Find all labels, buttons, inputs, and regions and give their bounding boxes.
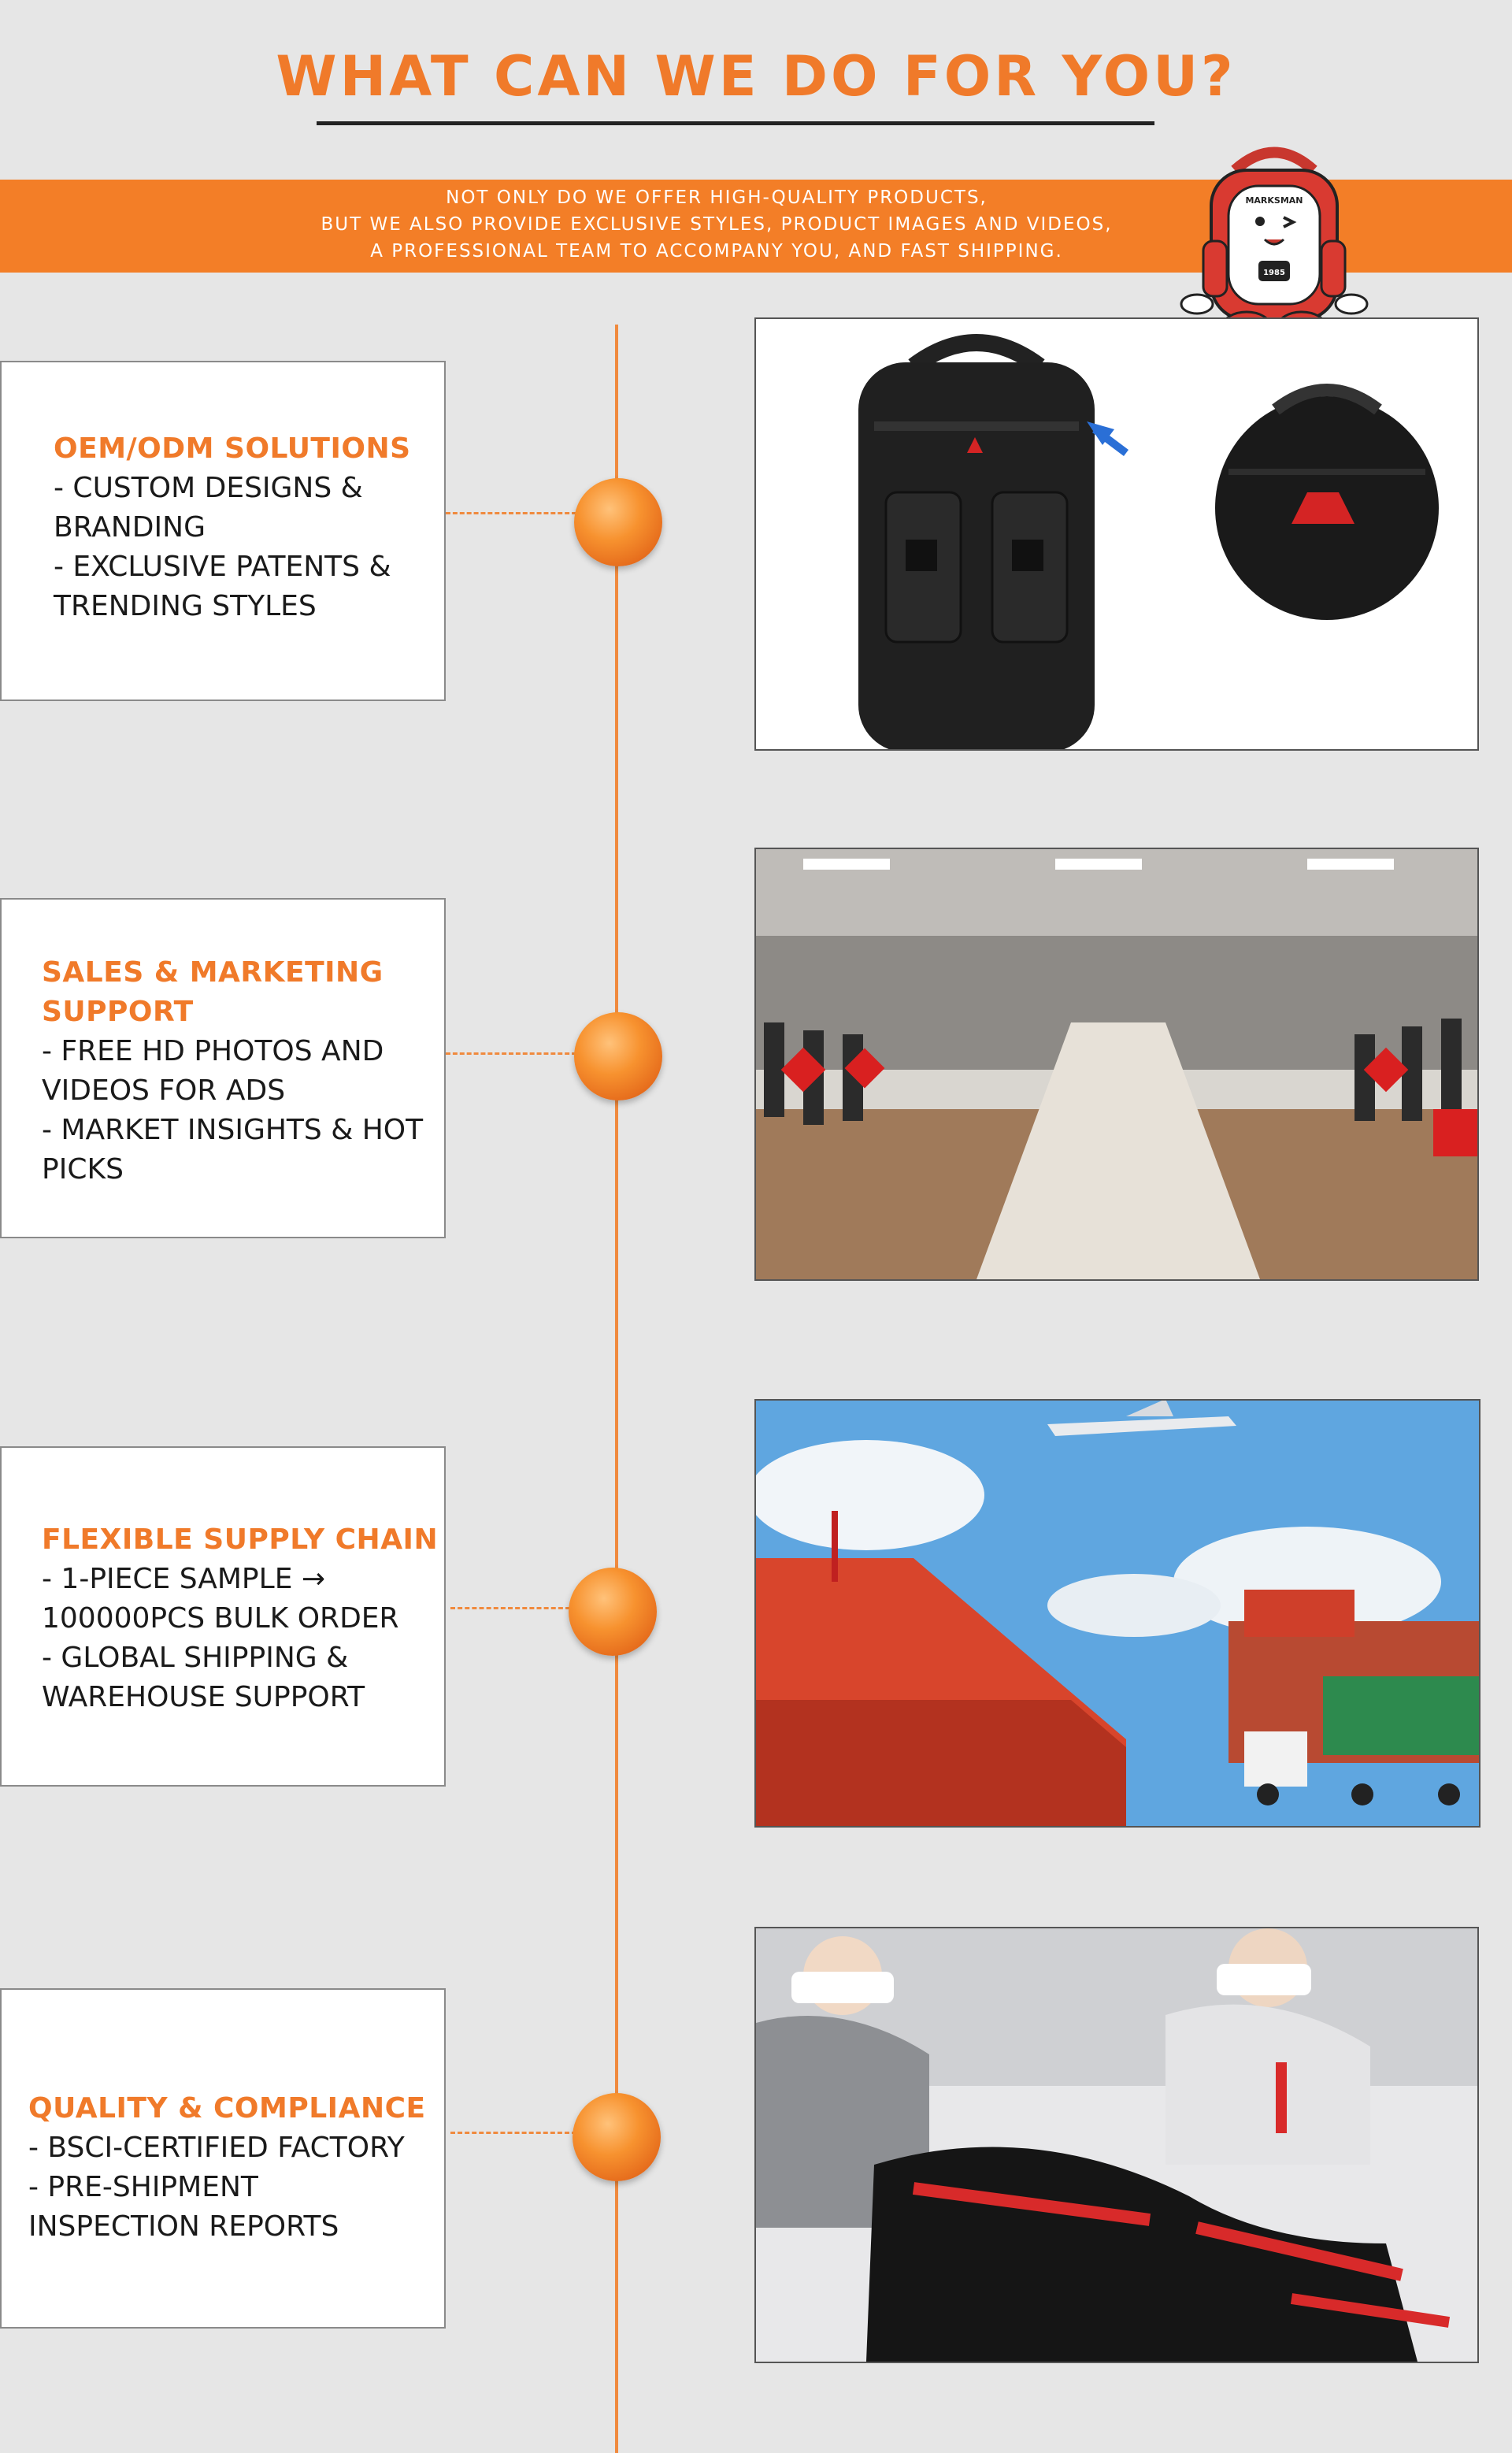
timeline-node: [569, 1568, 657, 1656]
card-line: - BSCI-CERTIFIED FACTORY: [28, 2132, 405, 2164]
page-title: WHAT CAN WE DO FOR YOU?: [276, 44, 1236, 109]
banner-line: BUT WE ALSO PROVIDE EXCLUSIVE STYLES, PRODUCT IMAGES AND VIDEOS,: [321, 214, 1113, 235]
photo-logistics: [754, 1399, 1480, 1828]
backpack-mascot-icon: [1180, 139, 1369, 345]
card-title: SALES & MARKETING: [42, 956, 384, 989]
card-title: OEM/ODM SOLUTIONS: [54, 432, 411, 465]
card-title: QUALITY & COMPLIANCE: [28, 2092, 426, 2125]
card-text: [42, 1520, 438, 1717]
timeline-node: [574, 478, 662, 566]
card-text: [54, 429, 411, 626]
timeline-node: [574, 1012, 662, 1100]
connector-line: [446, 512, 576, 514]
title-underline: [317, 121, 1154, 125]
connector-line: [450, 2132, 576, 2134]
card-line: - EXCLUSIVE PATENTS &: [54, 551, 391, 583]
card-line: VIDEOS FOR ADS: [42, 1074, 286, 1107]
banner-line: NOT ONLY DO WE OFFER HIGH-QUALITY PRODUCTS,: [446, 187, 988, 208]
showroom-image: [756, 849, 1477, 1279]
photo-backpack: [754, 317, 1479, 751]
card-line: TRENDING STYLES: [54, 590, 317, 622]
mascot-year: 1985: [1263, 269, 1285, 277]
connector-line: [450, 1607, 570, 1609]
banner-line: A PROFESSIONAL TEAM TO ACCOMPANY YOU, AND FAST SHIPPING.: [370, 241, 1063, 262]
backpack-image: [756, 319, 1477, 749]
card-line: - PRE-SHIPMENT: [28, 2171, 258, 2203]
card-line: INSPECTION REPORTS: [28, 2210, 339, 2243]
card-line: - CUSTOM DESIGNS &: [54, 472, 363, 504]
card-line: - GLOBAL SHIPPING &: [42, 1642, 349, 1674]
photo-showroom: [754, 848, 1479, 1281]
card-line: - 1-PIECE SAMPLE →: [42, 1563, 326, 1595]
photo-inspection: [754, 1927, 1479, 2363]
mascot-label: MARKSMAN: [1245, 195, 1303, 206]
timeline-node: [573, 2093, 661, 2181]
card-line: - MARKET INSIGHTS & HOT: [42, 1114, 424, 1146]
card-text: [28, 2089, 426, 2247]
connector-line: [446, 1052, 576, 1055]
card-line: BRANDING: [54, 511, 206, 544]
card-text: [42, 953, 423, 1189]
card-line: 100000PCS BULK ORDER: [42, 1602, 399, 1635]
card-title: FLEXIBLE SUPPLY CHAIN: [42, 1523, 439, 1556]
logistics-image: [756, 1401, 1479, 1826]
card-line: WAREHOUSE SUPPORT: [42, 1681, 365, 1713]
inspection-image: [756, 1928, 1477, 2362]
card-line: PICKS: [42, 1153, 124, 1186]
card-line: - FREE HD PHOTOS AND: [42, 1035, 384, 1067]
card-title: SUPPORT: [42, 996, 194, 1028]
